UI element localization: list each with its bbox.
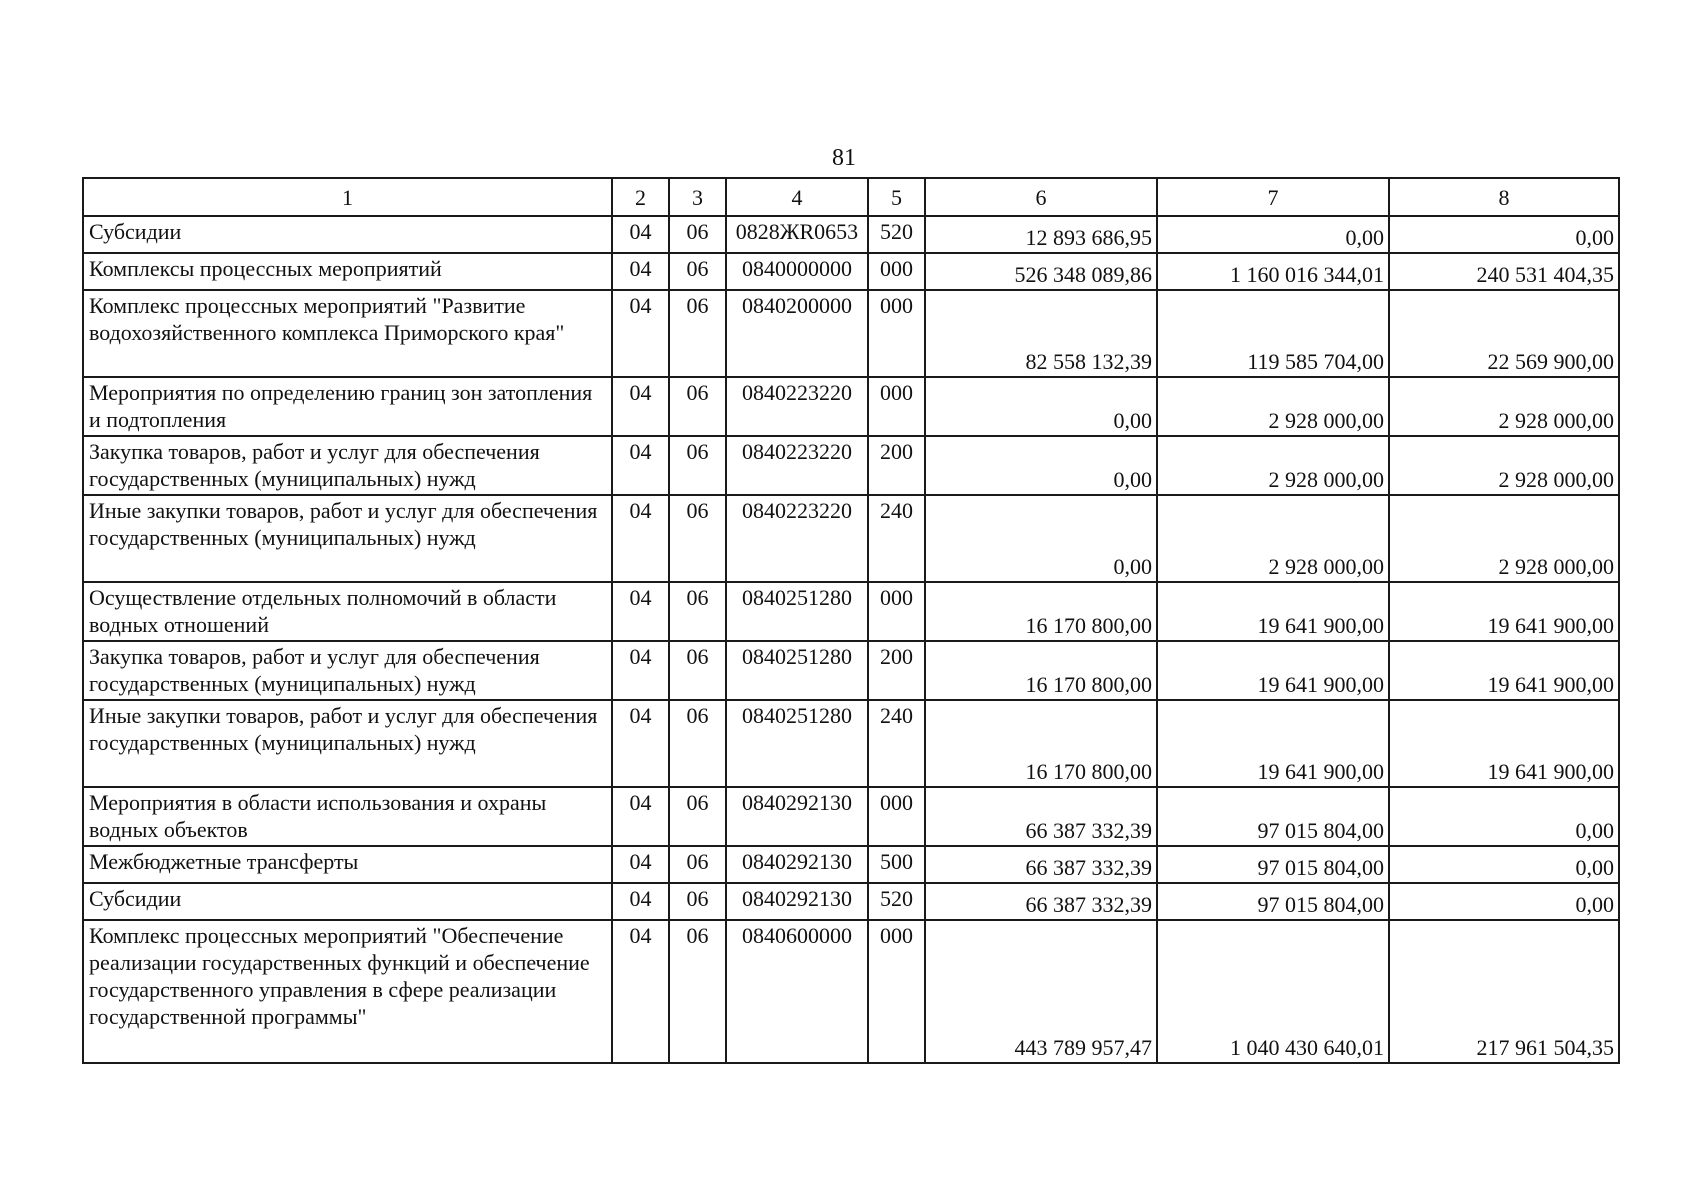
- row-subsection-code: 06: [669, 846, 726, 883]
- row-subsection-code: 06: [669, 700, 726, 787]
- row-amount-col7: 19 641 900,00: [1157, 700, 1389, 787]
- row-amount-col6: 443 789 957,47: [925, 920, 1157, 1063]
- row-name: Иные закупки товаров, работ и услуг для обеспечения государственных (муниципальных) нужд: [83, 700, 612, 787]
- row-section-code: 04: [612, 787, 669, 846]
- table-row: [83, 290, 1619, 377]
- row-amount-col8: 2 928 000,00: [1389, 377, 1619, 436]
- row-section-code: 04: [612, 920, 669, 1063]
- table-row: [83, 377, 1619, 436]
- row-amount-col8: 0,00: [1389, 787, 1619, 846]
- row-amount-col7: 19 641 900,00: [1157, 582, 1389, 641]
- row-target-code: 0828ЖR0653: [726, 216, 868, 253]
- row-amount-col7: 2 928 000,00: [1157, 495, 1389, 582]
- row-section-code: 04: [612, 700, 669, 787]
- table-row: [83, 787, 1619, 846]
- row-expense-type-code: 000: [868, 920, 925, 1063]
- row-target-code: 0840223220: [726, 436, 868, 495]
- row-name: Субсидии: [83, 883, 612, 920]
- row-target-code: 0840251280: [726, 582, 868, 641]
- row-name: Иные закупки товаров, работ и услуг для обеспечения государственных (муниципальных) нужд: [83, 495, 612, 582]
- row-section-code: 04: [612, 846, 669, 883]
- row-amount-col6: 0,00: [925, 436, 1157, 495]
- row-name: Комплекс процессных мероприятий "Развитие водохозяйственного комплекса Приморского края": [83, 290, 612, 377]
- row-target-code: 0840251280: [726, 700, 868, 787]
- row-expense-type-code: 200: [868, 641, 925, 700]
- row-expense-type-code: 000: [868, 787, 925, 846]
- row-expense-type-code: 000: [868, 377, 925, 436]
- row-amount-col6: 16 170 800,00: [925, 641, 1157, 700]
- row-amount-col6: 66 387 332,39: [925, 846, 1157, 883]
- table-row: [83, 253, 1619, 290]
- row-amount-col6: 0,00: [925, 377, 1157, 436]
- row-subsection-code: 06: [669, 290, 726, 377]
- row-amount-col6: 526 348 089,86: [925, 253, 1157, 290]
- row-subsection-code: 06: [669, 377, 726, 436]
- row-target-code: 0840223220: [726, 377, 868, 436]
- table-row: [83, 883, 1619, 920]
- row-target-code: 0840251280: [726, 641, 868, 700]
- column-header: 1: [83, 178, 612, 216]
- row-expense-type-code: 200: [868, 436, 925, 495]
- row-subsection-code: 06: [669, 787, 726, 846]
- row-amount-col8: 19 641 900,00: [1389, 582, 1619, 641]
- row-amount-col7: 2 928 000,00: [1157, 377, 1389, 436]
- row-expense-type-code: 240: [868, 700, 925, 787]
- row-target-code: 0840292130: [726, 883, 868, 920]
- row-amount-col8: 240 531 404,35: [1389, 253, 1619, 290]
- row-amount-col7: 19 641 900,00: [1157, 641, 1389, 700]
- row-section-code: 04: [612, 290, 669, 377]
- column-header: 8: [1389, 178, 1619, 216]
- row-amount-col7: 97 015 804,00: [1157, 883, 1389, 920]
- row-subsection-code: 06: [669, 883, 726, 920]
- table-row: [83, 700, 1619, 787]
- row-expense-type-code: 000: [868, 253, 925, 290]
- table-header-row: [83, 178, 1619, 216]
- row-subsection-code: 06: [669, 253, 726, 290]
- row-expense-type-code: 500: [868, 846, 925, 883]
- row-amount-col8: 2 928 000,00: [1389, 436, 1619, 495]
- row-target-code: 0840223220: [726, 495, 868, 582]
- row-name: Мероприятия в области использования и охраны водных объектов: [83, 787, 612, 846]
- row-expense-type-code: 000: [868, 290, 925, 377]
- row-amount-col6: 82 558 132,39: [925, 290, 1157, 377]
- row-target-code: 0840200000: [726, 290, 868, 377]
- row-target-code: 0840292130: [726, 787, 868, 846]
- row-amount-col6: 66 387 332,39: [925, 883, 1157, 920]
- row-subsection-code: 06: [669, 641, 726, 700]
- row-amount-col8: 0,00: [1389, 846, 1619, 883]
- row-name: Межбюджетные трансферты: [83, 846, 612, 883]
- row-amount-col8: 19 641 900,00: [1389, 700, 1619, 787]
- row-section-code: 04: [612, 216, 669, 253]
- row-target-code: 0840600000: [726, 920, 868, 1063]
- row-expense-type-code: 520: [868, 883, 925, 920]
- table-row: [83, 216, 1619, 253]
- row-name: Мероприятия по определению границ зон затопления и подтопления: [83, 377, 612, 436]
- row-subsection-code: 06: [669, 216, 726, 253]
- row-amount-col7: 119 585 704,00: [1157, 290, 1389, 377]
- table-row: [83, 846, 1619, 883]
- column-header: 5: [868, 178, 925, 216]
- column-header: 4: [726, 178, 868, 216]
- row-section-code: 04: [612, 495, 669, 582]
- table-row: [83, 495, 1619, 582]
- budget-table: [82, 177, 1620, 1064]
- row-section-code: 04: [612, 582, 669, 641]
- row-amount-col7: 1 160 016 344,01: [1157, 253, 1389, 290]
- row-amount-col7: 97 015 804,00: [1157, 787, 1389, 846]
- column-header: 2: [612, 178, 669, 216]
- column-header: 7: [1157, 178, 1389, 216]
- row-expense-type-code: 000: [868, 582, 925, 641]
- row-subsection-code: 06: [669, 495, 726, 582]
- row-section-code: 04: [612, 253, 669, 290]
- row-expense-type-code: 240: [868, 495, 925, 582]
- row-amount-col8: 22 569 900,00: [1389, 290, 1619, 377]
- page-number: 81: [832, 145, 856, 171]
- column-header: 3: [669, 178, 726, 216]
- table-row: [83, 582, 1619, 641]
- row-amount-col8: 217 961 504,35: [1389, 920, 1619, 1063]
- table-row: [83, 641, 1619, 700]
- row-section-code: 04: [612, 436, 669, 495]
- row-name: Комплексы процессных мероприятий: [83, 253, 612, 290]
- row-section-code: 04: [612, 377, 669, 436]
- row-amount-col8: 0,00: [1389, 883, 1619, 920]
- row-name: Субсидии: [83, 216, 612, 253]
- row-target-code: 0840292130: [726, 846, 868, 883]
- row-amount-col7: 0,00: [1157, 216, 1389, 253]
- table-row: [83, 920, 1619, 1063]
- row-amount-col6: 16 170 800,00: [925, 582, 1157, 641]
- row-subsection-code: 06: [669, 436, 726, 495]
- row-amount-col8: 2 928 000,00: [1389, 495, 1619, 582]
- row-name: Комплекс процессных мероприятий "Обеспечение реализации государственных функций и обеспечение государственного управления в сфере реализации государственной программы": [83, 920, 612, 1063]
- row-name: Осуществление отдельных полномочий в области водных отношений: [83, 582, 612, 641]
- row-expense-type-code: 520: [868, 216, 925, 253]
- row-name: Закупка товаров, работ и услуг для обеспечения государственных (муниципальных) нужд: [83, 436, 612, 495]
- row-amount-col7: 1 040 430 640,01: [1157, 920, 1389, 1063]
- row-amount-col8: 19 641 900,00: [1389, 641, 1619, 700]
- table-row: [83, 436, 1619, 495]
- row-amount-col6: 66 387 332,39: [925, 787, 1157, 846]
- row-target-code: 0840000000: [726, 253, 868, 290]
- row-amount-col8: 0,00: [1389, 216, 1619, 253]
- row-amount-col6: 16 170 800,00: [925, 700, 1157, 787]
- row-name: Закупка товаров, работ и услуг для обеспечения государственных (муниципальных) нужд: [83, 641, 612, 700]
- column-header: 6: [925, 178, 1157, 216]
- row-amount-col7: 2 928 000,00: [1157, 436, 1389, 495]
- row-subsection-code: 06: [669, 920, 726, 1063]
- row-amount-col6: 12 893 686,95: [925, 216, 1157, 253]
- row-amount-col6: 0,00: [925, 495, 1157, 582]
- row-section-code: 04: [612, 641, 669, 700]
- row-subsection-code: 06: [669, 582, 726, 641]
- row-amount-col7: 97 015 804,00: [1157, 846, 1389, 883]
- row-section-code: 04: [612, 883, 669, 920]
